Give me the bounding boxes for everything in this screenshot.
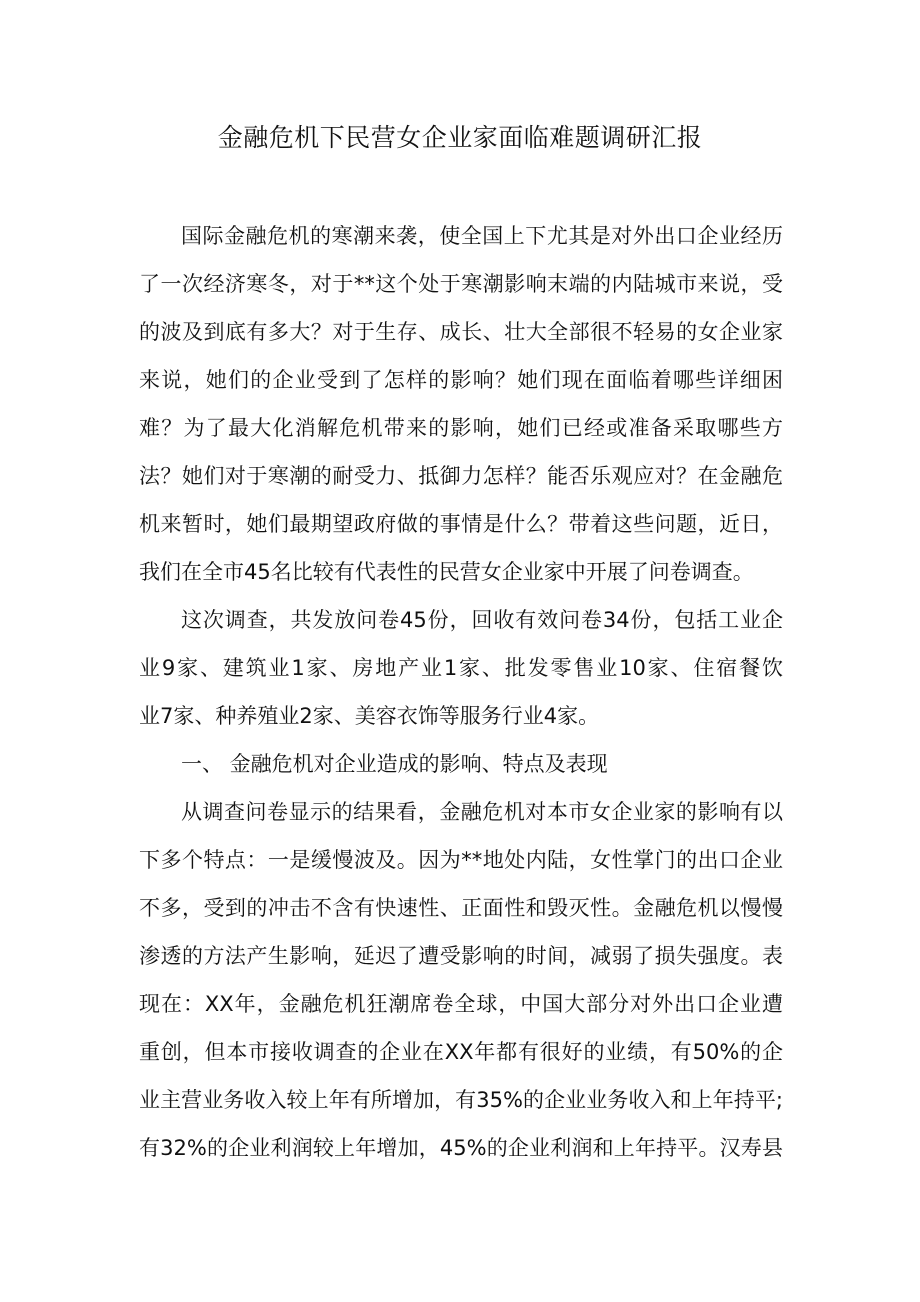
section-paragraph-line-1: 从调查问卷显示的结果看，金融危机对本市女企业家的影响有以 (181, 800, 783, 824)
document-body (139, 212, 783, 1172)
paragraph-1-line-1: 国际金融危机的寒潮来袭，使全国上下尤其是对外出口企业经历 (181, 224, 783, 248)
paragraph-2-line-1: 这次调查，共发放问卷45份，回收有效问卷34份，包括工业企 (181, 608, 783, 632)
paragraph-1-line-3: 的波及到底有多大？对于生存、成长、壮大全部很不轻易的女企业家 (139, 320, 783, 344)
section-paragraph-line-4: 渗透的方法产生影响，延迟了遭受影响的时间，减弱了损失强度。表 (139, 944, 783, 968)
section-heading: 一、 金融危机对企业造成的影响、特点及表现 (181, 752, 608, 776)
paragraph-1-line-4: 来说，她们的企业受到了怎样的影响？她们现在面临着哪些详细困 (139, 368, 783, 392)
paragraph-2-line-2: 业9家、建筑业1家、房地产业1家、批发零售业10家、住宿餐饮 (139, 656, 783, 680)
paragraph-1-line-8: 我们在全市45名比较有代表性的民营女企业家中开展了问卷调查。 (139, 560, 754, 584)
section-paragraph-line-2: 下多个特点：一是缓慢波及。因为**地处内陆，女性掌门的出口企业 (139, 848, 783, 872)
section-paragraph-line-5: 现在：XX年，金融危机狂潮席卷全球，中国大部分对外出口企业遭 (139, 992, 783, 1016)
section-paragraph-line-6: 重创，但本市接收调查的企业在XX年都有很好的业绩，有50%的企 (139, 1040, 783, 1064)
paragraph-1-line-6: 法？她们对于寒潮的耐受力、抵御力怎样？能否乐观应对？在金融危 (139, 464, 783, 488)
paragraph-1-line-5: 难？为了最大化消解危机带来的影响，她们已经或准备采取哪些方 (139, 416, 783, 440)
paragraph-1-line-7: 机来暂时，她们最期望政府做的事情是什么？带着这些问题，近日， (139, 512, 783, 536)
section-paragraph-line-7: 业主营业务收入较上年有所增加，有35%的企业业务收入和上年持平; (139, 1088, 783, 1112)
document-title: 金融危机下民营女企业家面临难题调研汇报 (217, 123, 703, 152)
paragraph-1-line-2: 了一次经济寒冬，对于**这个处于寒潮影响末端的内陆城市来说，受 (139, 272, 783, 296)
section-paragraph-line-3: 不多，受到的冲击不含有快速性、正面性和毁灭性。金融危机以慢慢 (139, 896, 783, 920)
section-paragraph-line-8: 有32%的企业利润较上年增加，45%的企业利润和上年持平。汉寿县 (139, 1136, 783, 1160)
paragraph-2-line-3: 业7家、种养殖业2家、美容衣饰等服务行业4家。 (139, 704, 600, 728)
